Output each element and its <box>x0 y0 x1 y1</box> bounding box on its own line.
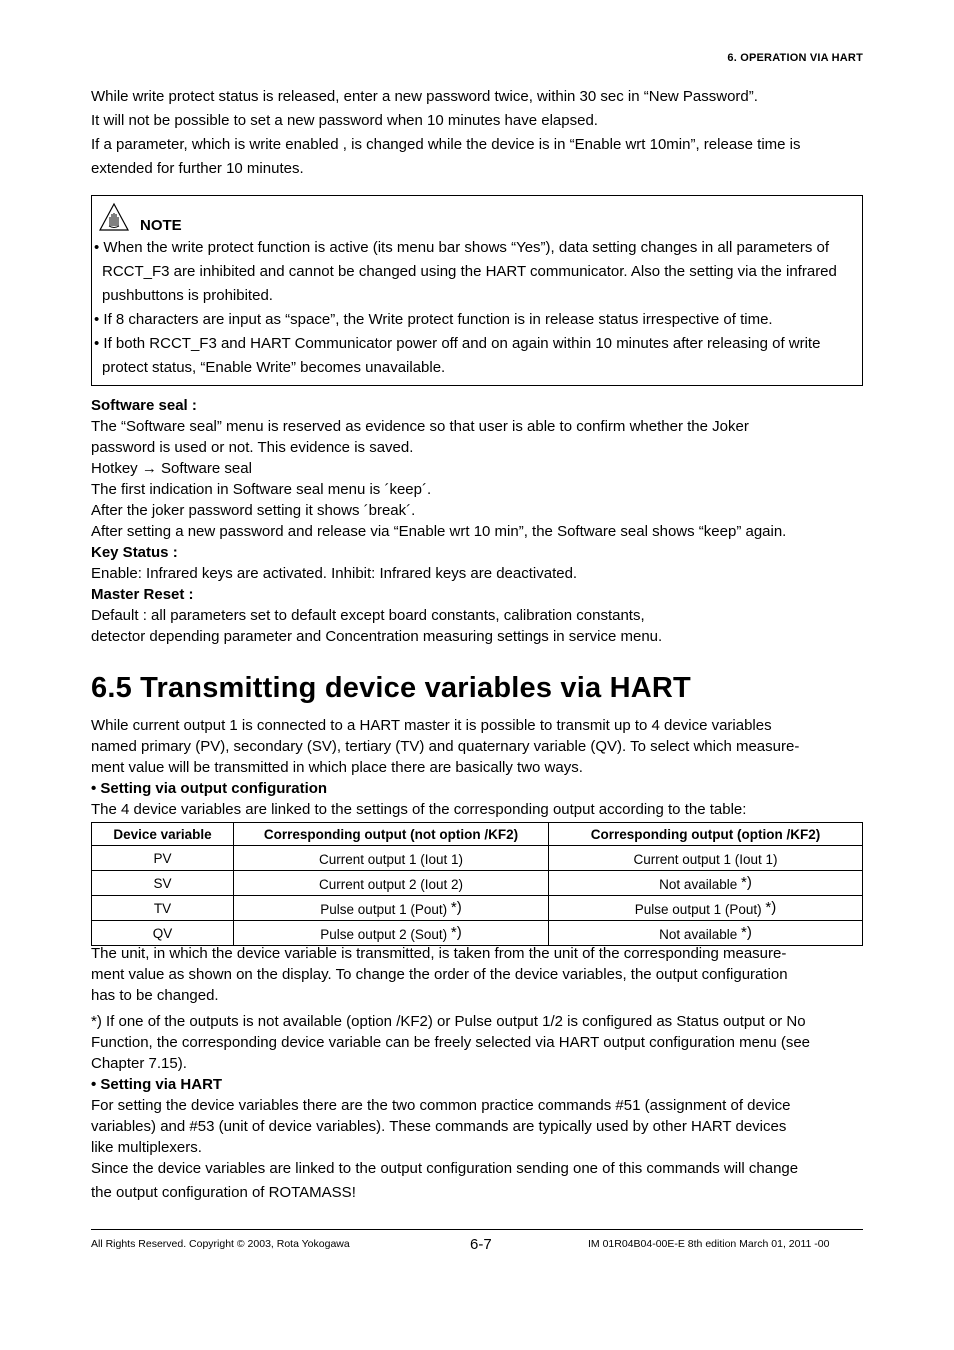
footnote-mark: *) <box>740 874 752 891</box>
cell-text: Current output 1 (Iout 1) <box>633 852 778 867</box>
table-row <box>92 921 863 946</box>
subsection-title: • Setting via HART <box>91 1076 223 1093</box>
text-line: Chapter 7.15). <box>91 1055 187 1072</box>
note-item: • If 8 characters are input as “space”, the Write protect function is in release status irrespective of time. <box>94 311 773 328</box>
text-line: variables) and #53 (unit of device variables). These commands are typically used by other HART devices <box>91 1118 787 1135</box>
footer-copyright: All Rights Reserved. Copyright © 2003, Rota Yokogawa <box>91 1238 350 1250</box>
device-variable-table <box>91 822 863 946</box>
table-cell: PV <box>92 846 234 871</box>
document-id: IM 01R04B04-00E-E 8th edition March 01, 2011 -00 <box>588 1238 830 1250</box>
footnote-mark: *) <box>450 899 462 916</box>
text-line: *) If one of the outputs is not available (option /KF2) or Pulse output 1/2 is configured as Status output or No <box>91 1013 806 1030</box>
footer-rule <box>91 1229 863 1230</box>
note-title: NOTE <box>140 217 182 234</box>
text-line: password is used or not. This evidence is saved. <box>91 439 414 456</box>
text-line: The first indication in Software seal menu is ´keep´. <box>91 481 432 498</box>
table-row <box>92 871 863 896</box>
subsection-title: • Setting via output configuration <box>91 780 328 797</box>
after-table-paragraph <box>91 943 871 1006</box>
table-cell <box>234 871 549 896</box>
page-number: 6-7 <box>470 1236 492 1253</box>
table-cell <box>549 871 863 896</box>
table-row <box>92 896 863 921</box>
note-item: • If both RCCT_F3 and HART Communicator power off and on again within 10 minutes after releasing of write protect status, “Enable Write” becomes unavailable. <box>94 335 821 376</box>
text-line: detector depending parameter and Concentration measuring settings in service menu. <box>91 628 663 645</box>
note-item: • When the write protect function is active (its menu bar shows “Yes”), data setting changes in all parameters of RCCT_F3 are inhibited and cannot be changed using the HART communicator. Also the setting via the infrared pushbuttons is prohibited. <box>94 239 837 304</box>
cell-text: Not available <box>659 877 738 892</box>
text-line: ment value as shown on the display. To change the order of the device variables, the output configuration <box>91 966 788 983</box>
text-line: If a parameter, which is write enabled , is changed while the device is in “Enable wrt 10min”, release time is <box>91 136 801 153</box>
table-cell <box>234 921 549 946</box>
table-cell: QV <box>92 921 234 946</box>
column-header: Corresponding output (not option /KF2) <box>234 823 549 846</box>
section-intro <box>91 715 871 820</box>
text-line: Hotkey → Software seal <box>91 460 252 477</box>
table-cell: TV <box>92 896 234 921</box>
column-header: Corresponding output (option /KF2) <box>549 823 863 846</box>
software-seal-title: Software seal : <box>91 397 197 414</box>
footnote-mark: *) <box>765 899 777 916</box>
note-box <box>91 195 863 386</box>
text-line: After the joker password setting it shows ´break´. <box>91 502 416 519</box>
text-line: Function, the corresponding device variable can be freely selected via HART output configuration menu (see <box>91 1034 811 1051</box>
running-header: 6. OPERATION VIA HART <box>727 52 863 64</box>
cell-text: Pulse output 2 (Sout) <box>320 927 448 942</box>
text-line: While current output 1 is connected to a HART master it is possible to transmit up to 4 device variables <box>91 717 772 734</box>
text-line: While write protect status is released, enter a new password twice, within 30 sec in “New Password”. <box>91 88 758 105</box>
footnote-paragraph <box>91 1011 871 1203</box>
text-line: After setting a new password and release via “Enable wrt 10 min”, the Software seal shows “keep” again. <box>91 523 787 540</box>
table-cell <box>234 896 549 921</box>
master-reset-title: Master Reset : <box>91 586 194 603</box>
footnote-mark: *) <box>740 924 752 941</box>
key-status-title: Key Status : <box>91 544 178 561</box>
table-cell <box>234 846 549 871</box>
table-cell: SV <box>92 871 234 896</box>
text-line: The unit, in which the device variable is transmitted, is taken from the unit of the corresponding measure- <box>91 945 787 962</box>
text-line: like multiplexers. <box>91 1139 202 1156</box>
table-row <box>92 846 863 871</box>
table-header-row <box>92 823 863 846</box>
cell-text: Not available <box>659 927 738 942</box>
cell-text: Pulse output 1 (Pout) <box>634 902 762 917</box>
text-line: named primary (PV), secondary (SV), tertiary (TV) and quaternary variable (QV). To select which measure- <box>91 738 800 755</box>
column-header: Device variable <box>92 823 234 846</box>
cell-text: Current output 1 (Iout 1) <box>318 852 464 867</box>
text-line: has to be changed. <box>91 987 219 1004</box>
text-line: Enable: Infrared keys are activated. Inhibit: Infrared keys are deactivated. <box>91 565 578 582</box>
text-line: It will not be possible to set a new password when 10 minutes have elapsed. <box>91 112 598 129</box>
table-cell <box>549 896 863 921</box>
text-line: Default : all parameters set to default except board constants, calibration constants, <box>91 607 645 624</box>
settings-descriptions <box>91 395 871 647</box>
text-line: Since the device variables are linked to the output configuration sending one of this commands will change <box>91 1160 799 1177</box>
text-line: The “Software seal” menu is reserved as evidence so that user is able to confirm whether the Joker <box>91 418 749 435</box>
cell-text: Current output 2 (Iout 2) <box>318 877 464 892</box>
footnote-mark: *) <box>450 924 462 941</box>
text-line: ment value will be transmitted in which place there are basically two ways. <box>91 759 583 776</box>
caution-hand-icon <box>98 202 130 232</box>
cell-text: Pulse output 1 (Pout) <box>320 902 448 917</box>
text-line: extended for further 10 minutes. <box>91 160 304 177</box>
intro-paragraph <box>91 85 863 181</box>
table-cell <box>549 921 863 946</box>
text-line: the output configuration of ROTAMASS! <box>91 1184 356 1201</box>
note-list <box>94 236 860 380</box>
text-line: The 4 device variables are linked to the settings of the corresponding output according to the table: <box>91 801 747 818</box>
table-cell <box>549 846 863 871</box>
text-line: For setting the device variables there are the two common practice commands #51 (assignment of device <box>91 1097 791 1114</box>
section-heading: 6.5 Transmitting device variables via HART <box>91 672 691 704</box>
